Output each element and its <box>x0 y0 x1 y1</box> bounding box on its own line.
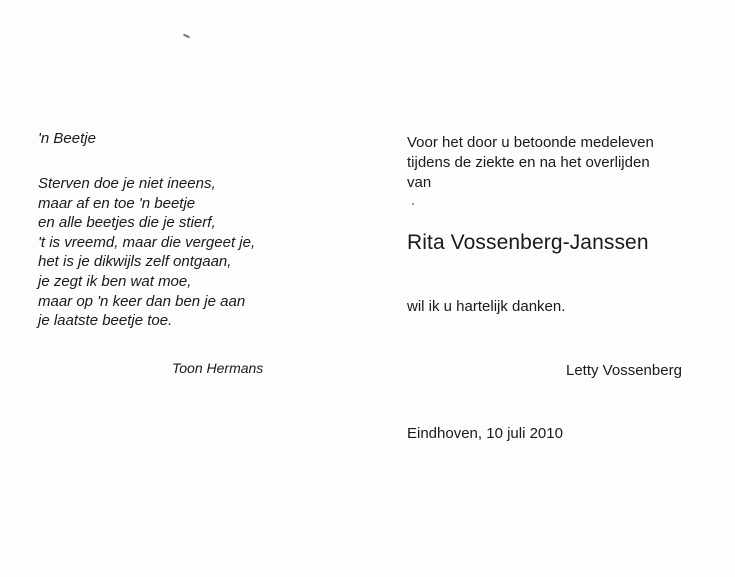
place-date: Eindhoven, 10 juli 2010 <box>407 425 563 442</box>
poem-line: maar af en toe 'n beetje <box>38 194 196 212</box>
intro-line: tijdens de ziekte en na het overlijden <box>407 154 650 171</box>
poem-line: je zegt ik ben wat moe, <box>38 272 192 290</box>
deceased-name: Rita Vossenberg-Janssen <box>407 231 649 254</box>
poem-body <box>38 174 255 331</box>
poem-line: Sterven doe je niet ineens, <box>38 175 216 192</box>
poem-line: en alle beetjes die je stierf, <box>38 214 216 232</box>
signer-name: Letty Vossenberg <box>566 362 682 379</box>
poem-line: je laatste beetje toe. <box>38 312 173 330</box>
thanks-text: wil ik u hartelijk danken. <box>407 298 566 315</box>
poem-line: het is je dikwijls zelf ontgaan, <box>38 253 232 271</box>
print-speck <box>412 203 414 205</box>
intro-line: Voor het door u betoonde medeleven <box>407 134 654 151</box>
intro-line: van <box>407 174 432 191</box>
poem-author: Toon Hermans <box>172 360 264 376</box>
poem-line: maar op 'n keer dan ben je aan <box>38 292 246 310</box>
poem-title: 'n Beetje <box>38 130 96 147</box>
print-speck <box>183 34 190 39</box>
poem-line: 't is vreemd, maar die vergeet je, <box>38 233 256 251</box>
intro-text <box>407 133 654 193</box>
